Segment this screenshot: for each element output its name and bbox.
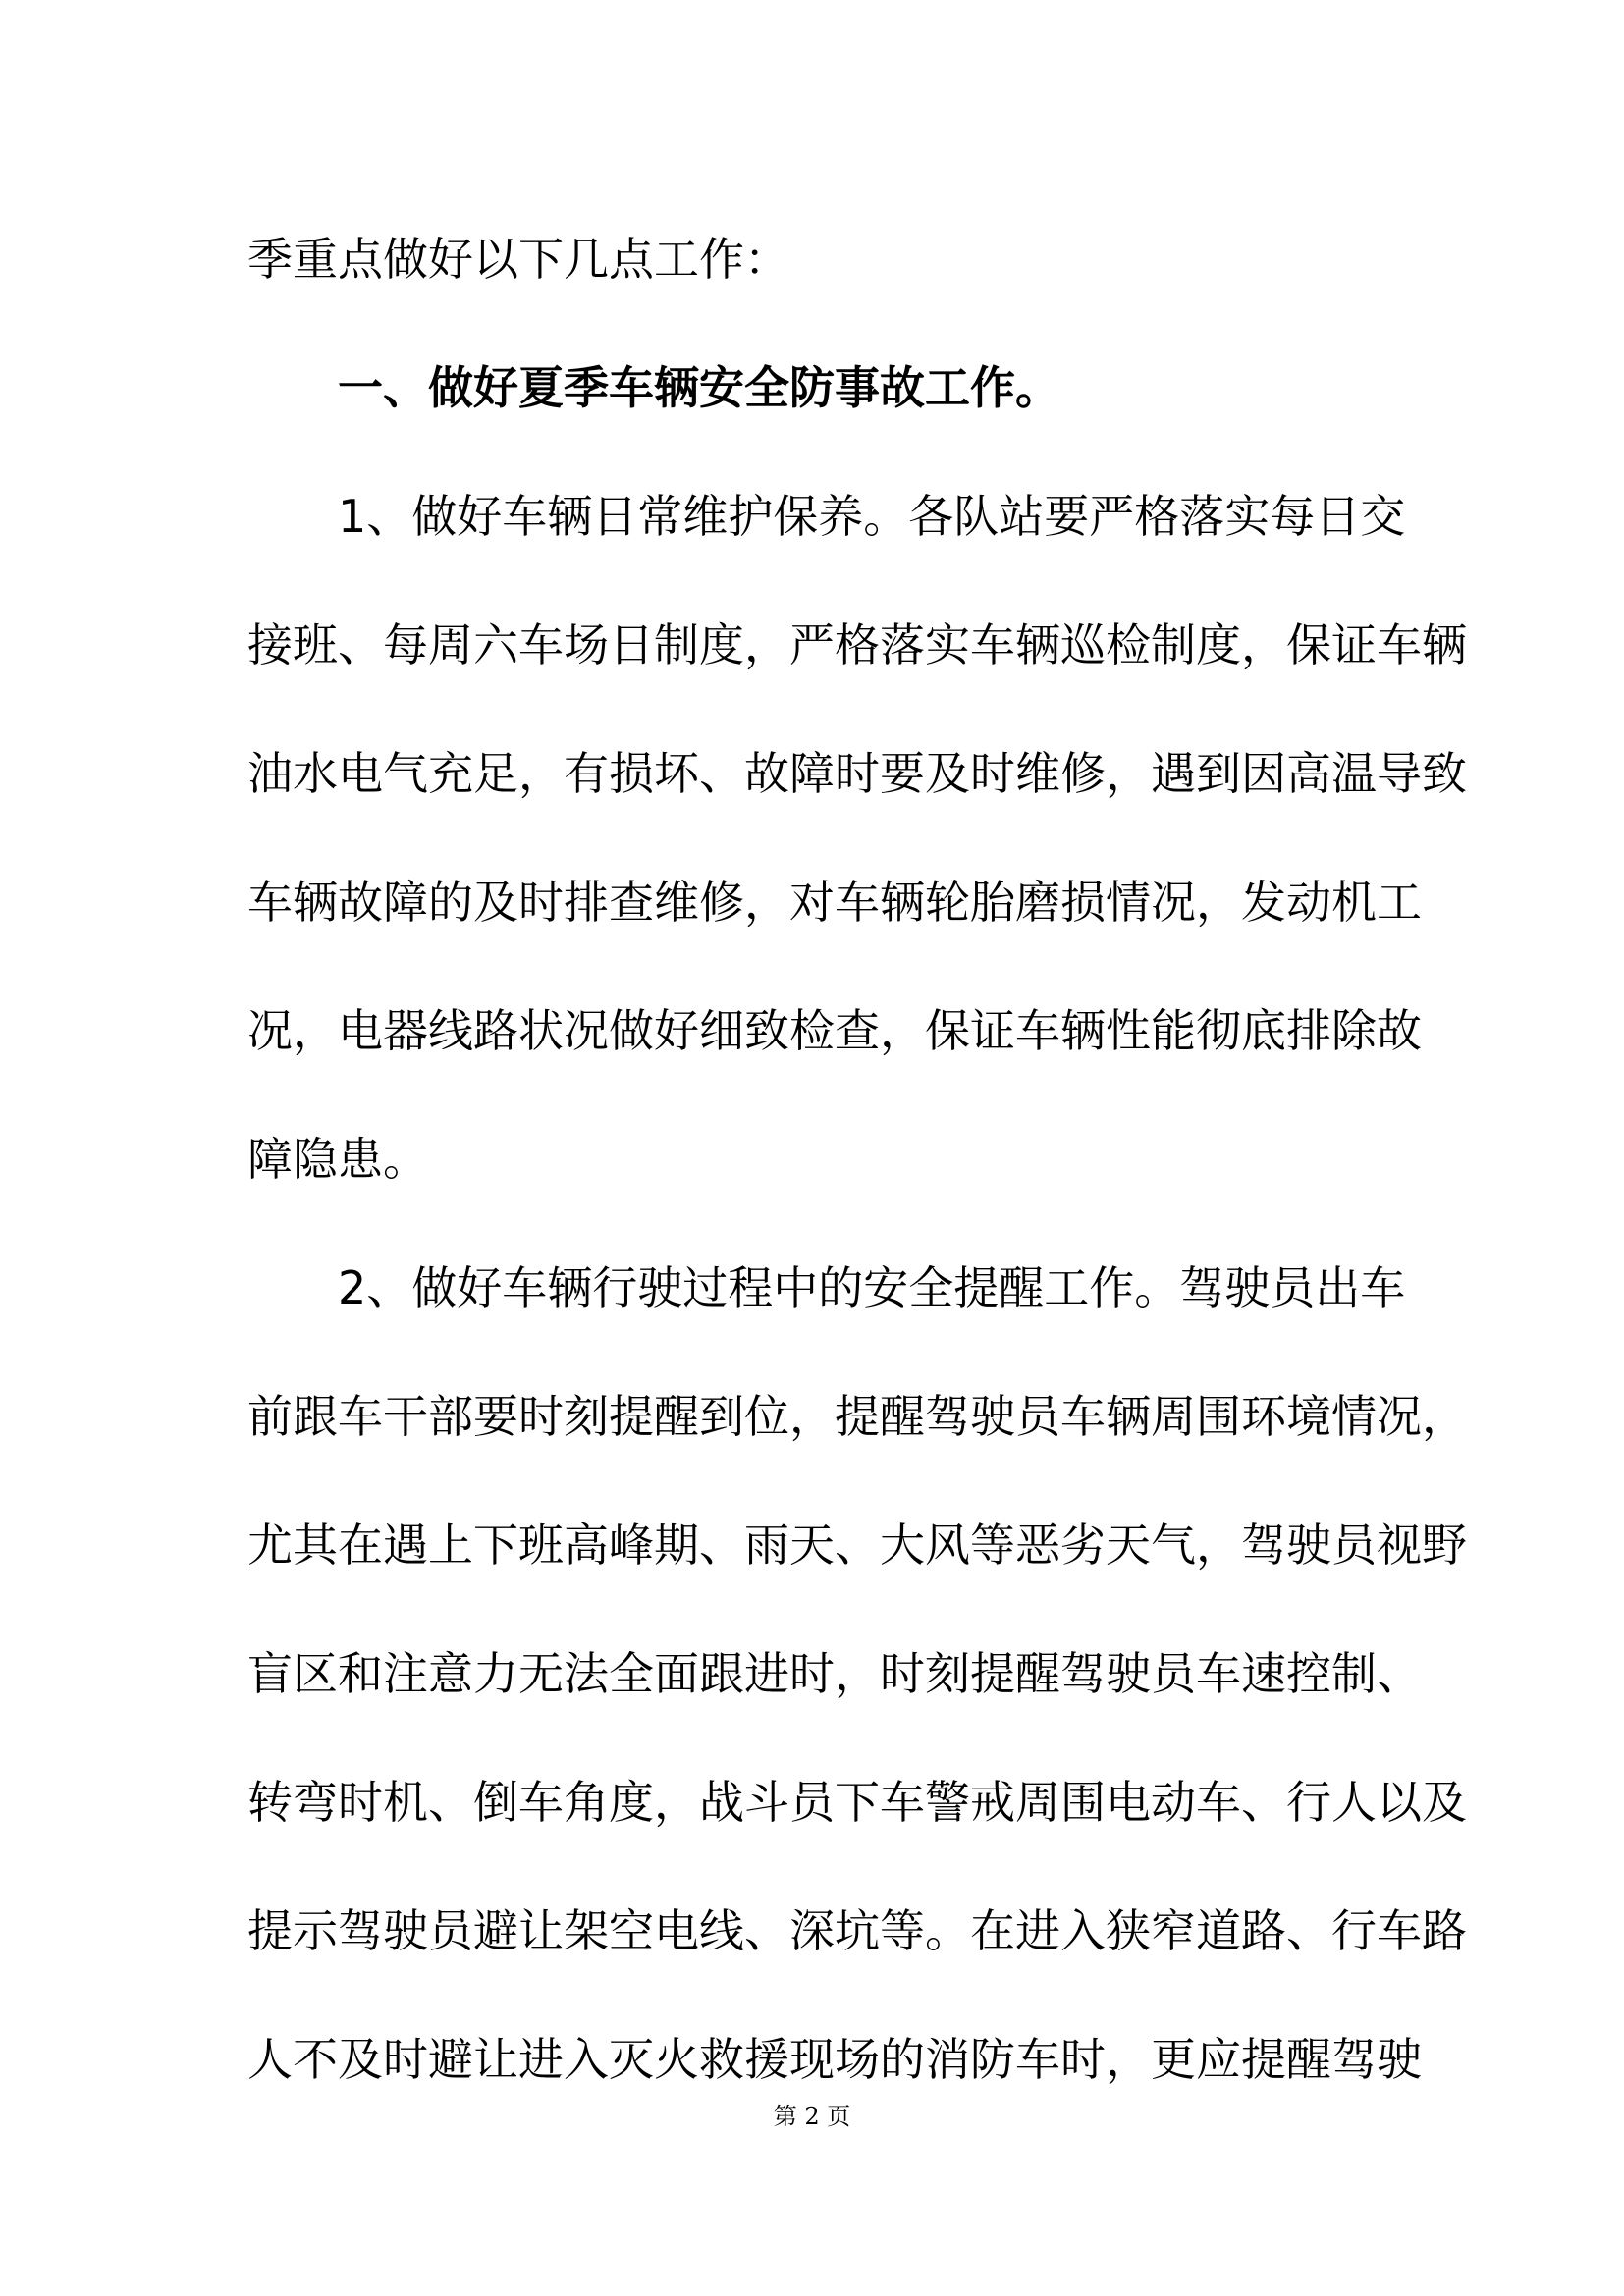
paragraph-line: 前跟车干部要时刻提醒到位，提醒驾驶员车辆周围环境情况， (247, 1390, 1467, 1443)
paragraph-line: 转弯时机、倒车角度，战斗员下车警戒周围电动车、行人以及 (247, 1776, 1467, 1829)
paragraph-line: 1、做好车辆日常维护保养。各队站要严格落实每日交 (338, 490, 1406, 543)
paragraph-line: 2、做好车辆行驶过程中的安全提醒工作。驾驶员出车 (338, 1261, 1406, 1314)
section-heading: 一、做好夏季车辆安全防事故工作。 (338, 361, 1060, 414)
paragraph-line: 车辆故障的及时排查维修，对车辆轮胎磨损情况，发动机工 (247, 876, 1422, 929)
page-number-footer: 第 2 页 (773, 2103, 851, 2130)
paragraph-line: 人不及时避让进入灭火救援现场的消防车时，更应提醒驾驶 (247, 2033, 1422, 2086)
paragraph-line: 接班、每周六车场日制度，严格落实车辆巡检制度，保证车辆 (247, 618, 1467, 671)
paragraph-line: 障隐患。 (247, 1133, 428, 1186)
body-text (247, 224, 1467, 2153)
paragraph-line: 况，电器线路状况做好细致检查，保证车辆性能彻底排除故 (247, 1004, 1422, 1057)
paragraph-line: 季重点做好以下几点工作： (247, 233, 789, 286)
paragraph-line: 盲区和注意力无法全面跟进时，时刻提醒驾驶员车速控制、 (247, 1647, 1422, 1700)
paragraph-line: 油水电气充足，有损坏、故障时要及时维修，遇到因高温导致 (247, 747, 1467, 800)
paragraph-line: 尤其在遇上下班高峰期、雨天、大风等恶劣天气，驾驶员视野 (247, 1519, 1467, 1572)
paragraph-line: 提示驾驶员避让架空电线、深坑等。在进入狭窄道路、行车路 (247, 1904, 1467, 1957)
